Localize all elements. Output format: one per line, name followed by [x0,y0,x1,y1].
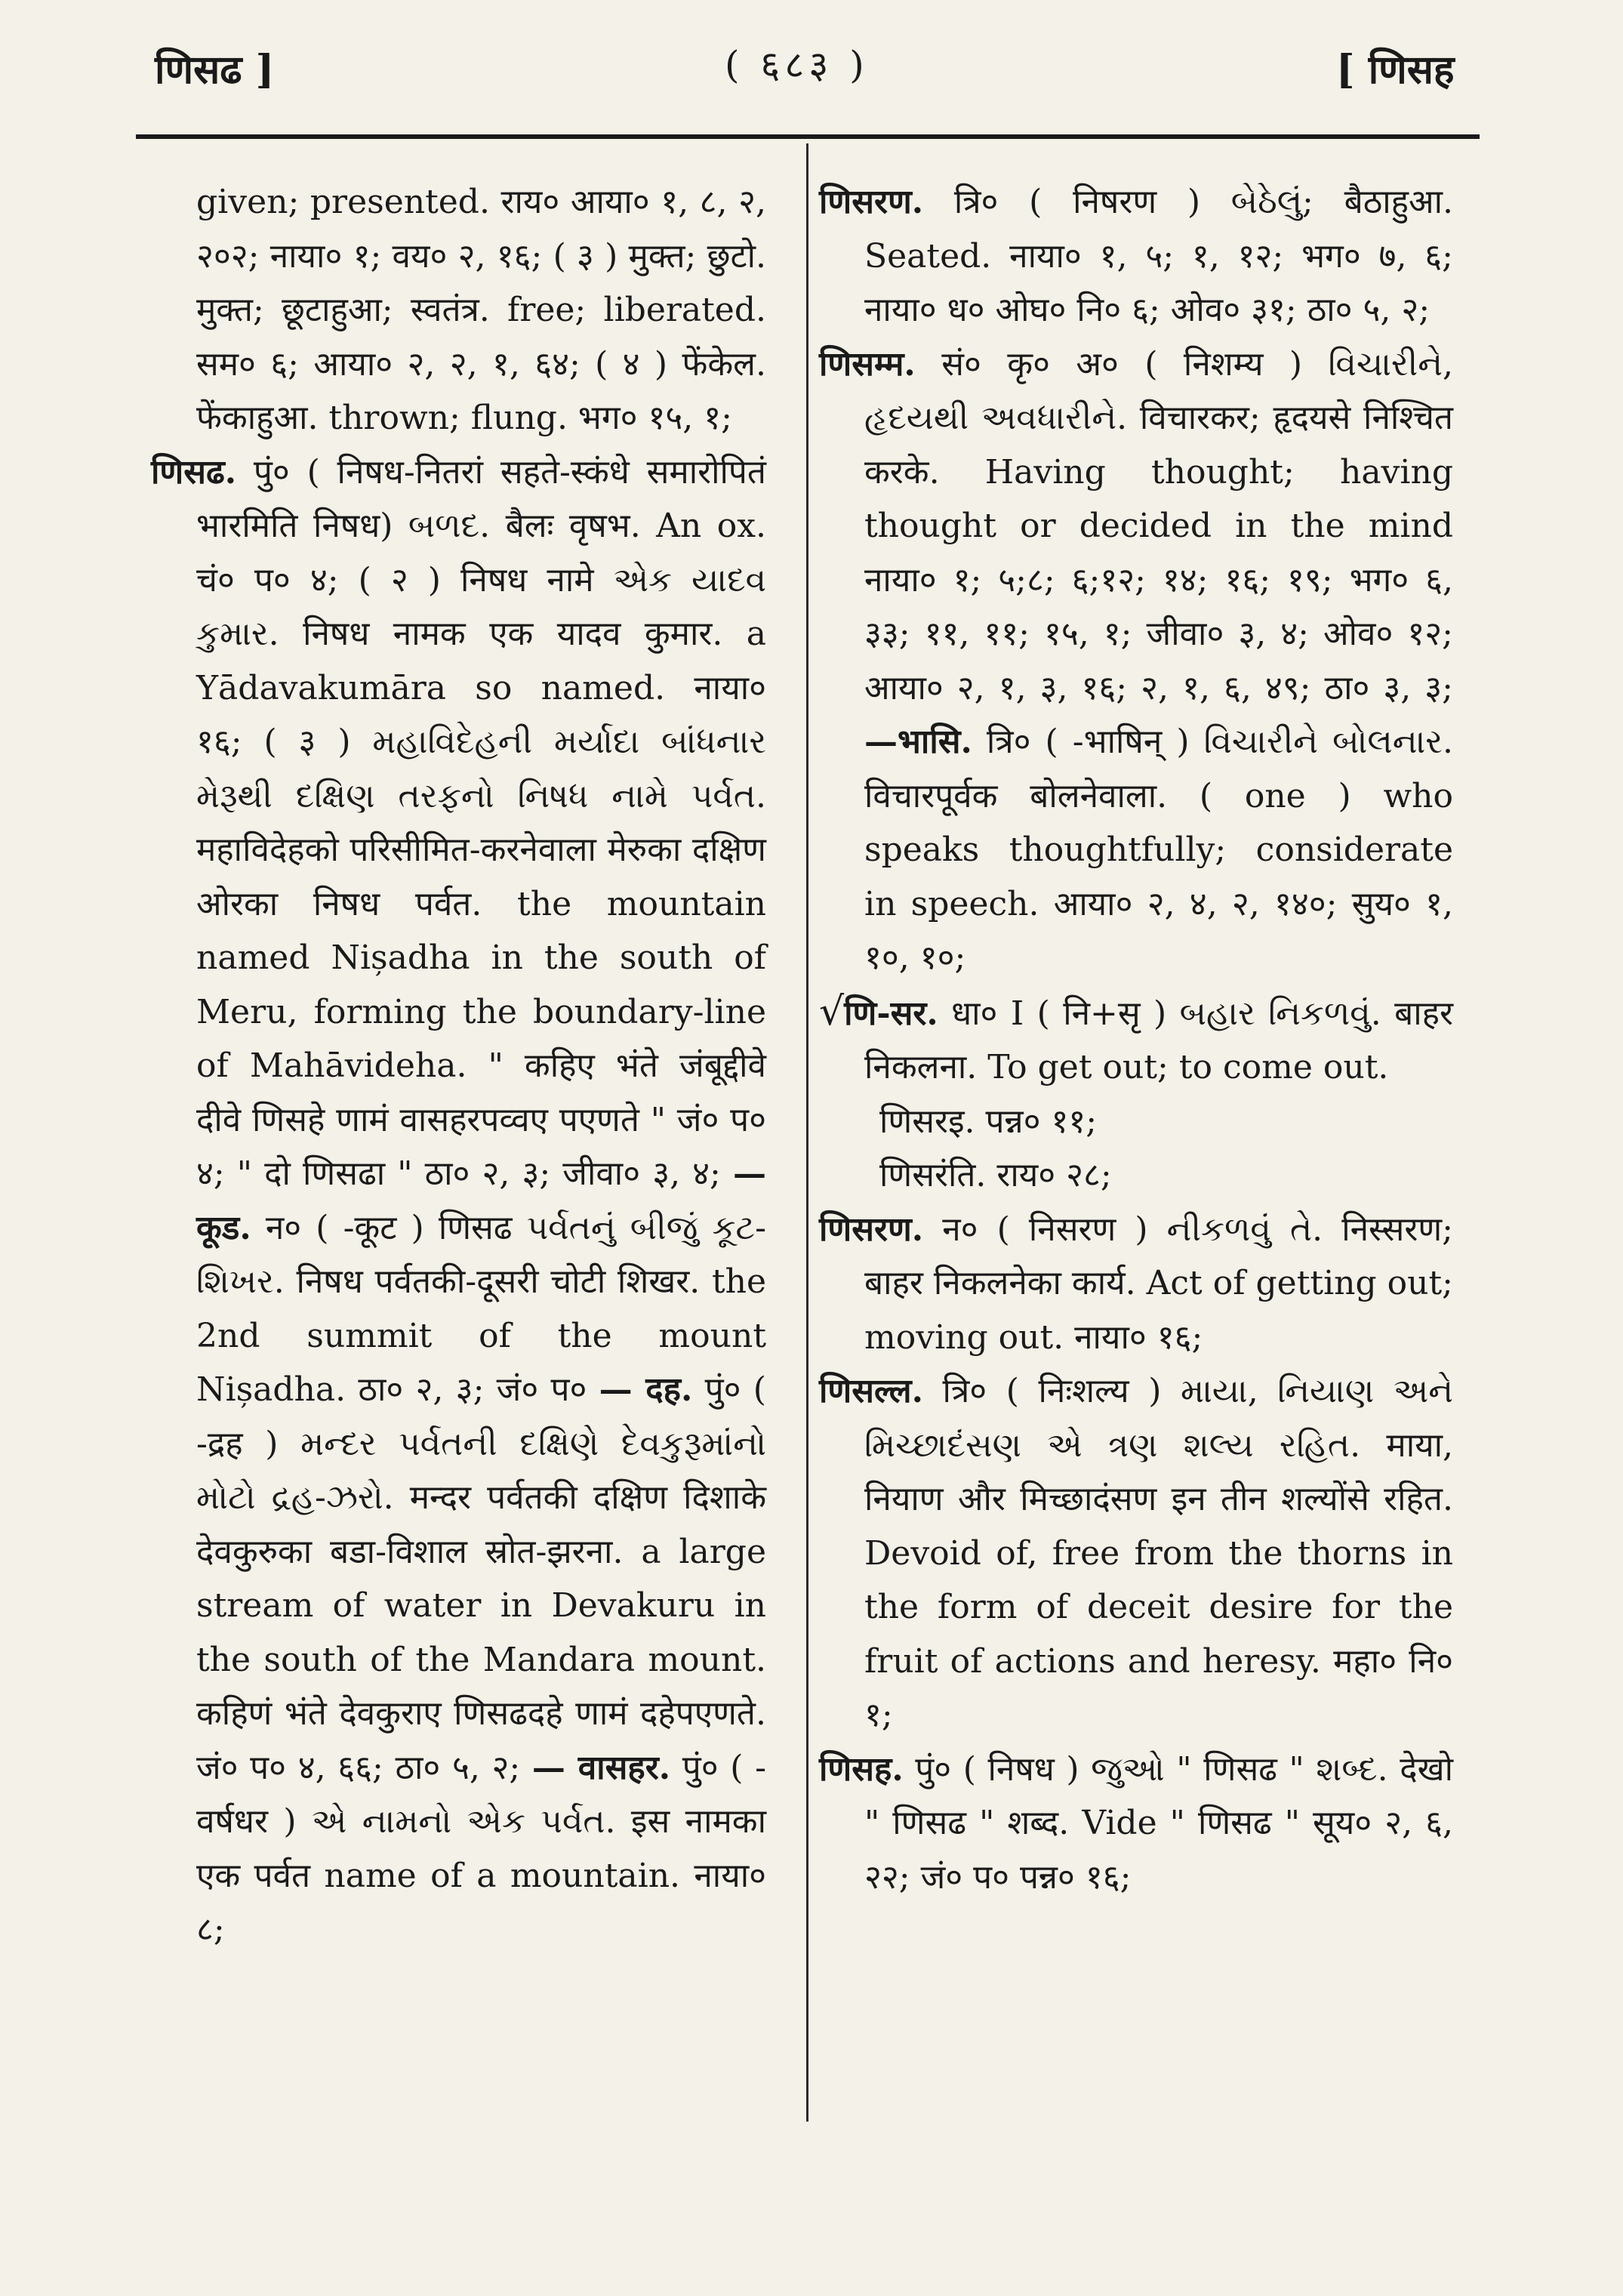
entry-headword: णिसरण. [819,1210,924,1249]
entry-definition: न० ( निसरण ) નીકળવું તે. निस्सरण; बाहर निकलनेका कार्य. Act of getting out; moving out. नाया० १६; [864,1210,1453,1357]
header-left-guide-word: णिसढ ] [155,47,275,93]
entry-definition: सं० कृ० अ० ( निशम्य ) વિચારીને, હૃદયથી અવધારીને. विचारकर; हृदयसे निश्चित करके. Having thought; having thought or decided in the mind नाया० १; ५;८; ६;१२; १४; १६; १९; भग० ६, ३३; ११, ११; १५, १; जीवा० ३, ४; ओव० १२; आया० २, १, ३, १६; २, १, ६, ४९; ठा० ३, ३; [864,344,1453,707]
subentry-definition: न० ( -कूट ) णिसढ પર્વતનું બીજું કૂટ-શિખર. निषध पर्वतकी-दूसरी चोटी शिखर. the 2nd summit of the mount Nișadha. ठा० २, ३; जं० प० [196,1208,766,1409]
header-right-guide-word: [ णिसह [1336,47,1455,93]
page-header [0,0,1623,143]
dictionary-entry [819,1203,1453,1365]
page-number: ( ६८३ ) [725,43,869,87]
subentry-headword: — दह. [599,1370,693,1409]
subentry-headword: — कूड. [196,1154,766,1247]
entry-definition: धा० I ( नि+सृ ) બહાર નિકળવું. बाहर निकलना. To get out; to come out. [864,994,1453,1086]
verb-form: णिसरइ. पन्न० ११; [879,1102,1098,1141]
continuation-text: given; presented. राय० आया० १, ८, २, २०२; नाया० १; वय० २, १६; ( ३ ) मुक्त; छुटो. मुक्त; छूटाहुआ; स्वतंत्र. free; liberated. सम० ६; आया० २, २, १, ६४; ( ४ ) फेंकेल. फेंकाहुआ. thrown; flung. भग० १५, १; [196,183,766,437]
subentry-definition: त्रि० ( -भाषिन् ) વિચારીને બોલનાર. विचारपूर्वक बोलनेवाला. ( one ) who speaks thoughtfully; considerate in speech. आया० २, ४, २, १४०; सुय० १, १०, १०; [864,723,1453,977]
subentry-headword: — वासहर. [531,1748,671,1787]
column-divider [806,143,808,2122]
entry-definition: पुं० ( निषध ) જુઓ " णिसढ " શબ્દ. देखो " णिसढ " शब्द. Vide " णिसढ " सूय० २, ६, २२; जं० प० पन्न० १६; [864,1749,1453,1897]
entry-definition: पुं० ( निषध-नितरां सहते-स्कंधे समारोपितं भारमिति निषध) બળદ. बैलः वृषभ. An ox. चं० प० ४; ( २ ) निषध नामे એક યાદવ કુમાર. निषध नामक एक यादव कुमार. a Yādavakumāra so named. नाया० १६; ( ३ ) મહાવિદેહની મર્યાદા બાંધનાર મેરૂથી દક્ષિણ તરફનો નિષધ નામે પર્વત. महाविदेहको परिसीमित-करनेवाला मेरुका दक्षिण ओरका निषध पर्वत. the mountain named Nișadha in the south of Meru, forming the boundary-line of Mahāvideha. " कहिए भंते जंबूद्दीवे दीवे णिसहे णामं वासहरपव्वए पएणते " जं० प० ४; " दो णिसढा " ठा० २, ३; जीवा० ३, ४; [196,452,766,1193]
entry-headword: णि-सर. [844,994,938,1033]
entry-definition: त्रि० ( निःशल्य ) માયા, નિયાણ અને મિચ્છાદંસણ એ ત્રણ શલ્ય રહિત. माया, नियाण और मिच्छादंसण इन तीन शल्योंसे रहित. Devoid of, free from the thorns in the form of deceit desire for the fruit of actions and heresy. महा० नि० १; [864,1372,1453,1734]
subentry-definition: पुं० ( -वर्षधर ) એ નામનો એક પર્વત. इस नामका एक पर्वत name of a mountain. नाया० ८; [196,1748,766,1949]
dictionary-entry [819,1364,1453,1743]
dictionary-entry [819,1743,1453,1905]
entry-headword: णिसम्म. [819,344,916,384]
subentry-headword: —भासि. [864,723,972,761]
left-column [151,175,766,1957]
entry-headword: णिसह. [819,1749,904,1789]
entry-definition: त्रि० ( निषरण ) બેઠેલું; बैठाहुआ. Seated. नाया० १, ५; १, १२; भग० ७, ६; नाया० ध० ओघ० नि० ६; ओव० ३१; ठा० ५, २; [864,183,1453,329]
right-column [819,175,1453,1904]
entry-headword: णिसरण. [819,183,924,221]
dictionary-entry [819,337,1453,985]
subentry-definition: पुं० ( -द्रह ) મન્દર પર્વતની દક્ષિણે દેવકુરૂમાંનો મોટો દ્રહ-ઝરો. मन्दर पर्वतकी दक्षिण दिशाके देवकुरुका बडा-विशाल स्रोत-झरना. a large stream of water in Devakuru in the south of the Mandara mount. कहिणं भंते देवकुराए णिसढदहे णामं दहेपएणते. जं० प० ४, ६६; ठा० ५, २; [196,1370,766,1787]
dictionary-entry [819,175,1453,337]
header-rule [136,134,1480,139]
entry-headword: णिसढ. [151,452,237,492]
entry-headword: णिसल्ल. [819,1372,923,1410]
dictionary-entry [819,985,1453,1095]
root-check-mark-icon: √ [819,988,845,1034]
verb-form: णिसरंति. राय० २८; [879,1156,1112,1194]
dictionary-entry [151,445,766,1957]
